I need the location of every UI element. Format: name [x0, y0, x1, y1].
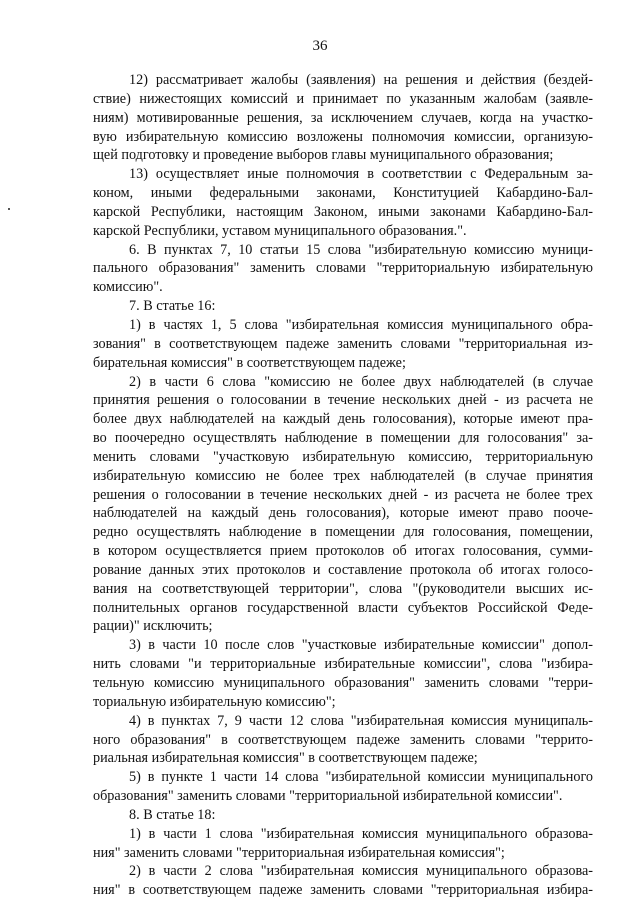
- text-line: в котором осуществляется прием протоколов об итогах голосования, сумми-: [93, 543, 593, 560]
- paragraph: [93, 862, 593, 900]
- paragraph: [93, 297, 593, 316]
- text-line: 2) в части 6 слова "комиссию не более двух наблюдателей (в случае: [129, 373, 593, 390]
- document-body: [93, 71, 593, 900]
- text-line: зования" в соответствующем падеже заменить словами "территориальная из-: [93, 335, 593, 352]
- text-line: наблюдателей на каждый день голосования), которые имеют право пооче-: [93, 505, 593, 522]
- text-line: образования" заменить словами "территориальной избирательной комиссии".: [93, 788, 563, 805]
- paragraph: [93, 165, 593, 240]
- text-line: рации)" исключить;: [93, 618, 213, 635]
- margin-mark: [8, 208, 10, 210]
- paragraph: [93, 71, 593, 165]
- text-line: ния" заменить словами "территориальная избирательная комиссия";: [93, 844, 505, 861]
- text-line: ниям) мотивированные решения, за исключением случаев, когда на участко-: [93, 109, 593, 126]
- text-line: бирательная комиссия" в соответствующем падеже;: [93, 354, 406, 371]
- text-line: более двух наблюдателей на каждый день голосования), которые имеют пра-: [93, 411, 593, 428]
- text-line: 12) рассматривает жалобы (заявления) на решения и действия (бездей-: [129, 72, 593, 88]
- text-line: тельную комиссию муниципального образования" заменить словами "терри-: [93, 675, 593, 691]
- text-line: вую избирательную комиссию возложены полномочия комиссии, организую-: [93, 128, 593, 145]
- text-line: во поочередно осуществлять наблюдение в помещении для голосования" за-: [93, 430, 593, 447]
- text-line: принятия решения о голосовании в течение нескольких дней - из расчета не: [93, 392, 593, 409]
- text-line: 6. В пунктах 7, 10 статьи 15 слова "избирательную комиссию муници-: [129, 241, 593, 258]
- text-line: 8. В статье 18:: [129, 806, 216, 823]
- text-line: решения о голосовании в течение нескольких дней - из расчета не более трех: [93, 486, 593, 503]
- text-line: редно осуществлять наблюдение в помещении для голосования, помещении,: [93, 524, 593, 541]
- text-line: карской Республики, уставом муниципального образования.".: [93, 222, 467, 239]
- text-line: нить словами "и территориальные избирательные комиссии", слова "избира-: [93, 656, 593, 673]
- text-line: ного образования" в соответствующем падеже заменить словами "террито-: [93, 731, 593, 748]
- text-line: 1) в части 1 слова "избирательная комиссия муниципального образова-: [129, 825, 593, 842]
- paragraph: [93, 241, 593, 298]
- paragraph: [93, 373, 593, 637]
- paragraph: [93, 636, 593, 711]
- text-line: 7. В статье 16:: [129, 298, 216, 315]
- text-line: 5) в пункте 1 части 14 слова "избирательной комиссии муниципального: [129, 769, 593, 786]
- text-line: 4) в пунктах 7, 9 части 12 слова "избирательная комиссия муниципаль-: [129, 712, 593, 729]
- text-line: вания на соответствующей территории", слова "(руководители высших ис-: [93, 580, 593, 597]
- paragraph: [93, 316, 593, 373]
- paragraph: [93, 768, 593, 806]
- text-line: ствие) нижестоящих комиссий и принимает по указанным жалобам (заявле-: [93, 90, 593, 107]
- text-line: комиссию".: [93, 279, 163, 296]
- text-line: щей подготовку и проведение выборов главы муниципального образования;: [93, 147, 554, 164]
- paragraph: [93, 806, 593, 825]
- text-line: пального образования" заменить словами "территориальную избирательную: [93, 260, 593, 277]
- text-line: избирательную комиссию не более трех наблюдателей (в случае принятия: [93, 467, 593, 484]
- text-line: менить словами "участковую избирательную комиссию, территориальную: [93, 448, 593, 465]
- paragraph: [93, 825, 593, 863]
- text-line: риальная избирательная комиссия" в соответствующем падеже;: [93, 750, 478, 767]
- text-line: коном, иными федеральными законами, Конституцией Кабардино-Бал-: [93, 185, 593, 202]
- text-line: ния" в соответствующем падеже заменить словами "территориальная избира-: [93, 882, 593, 899]
- text-line: ториальную избирательную комиссию";: [93, 693, 336, 710]
- text-line: карской Республики, настоящим Законом, иными законами Кабардино-Бал-: [93, 203, 593, 220]
- text-line: полнительных органов государственной власти субъектов Российской Феде-: [93, 599, 593, 616]
- text-line: 1) в частях 1, 5 слова "избирательная комиссия муниципального обра-: [129, 316, 593, 333]
- page-number: 36: [312, 38, 328, 54]
- text-line: 13) осуществляет иные полномочия в соответствии с Федеральным за-: [129, 166, 593, 183]
- text-line: 3) в части 10 после слов "участковые избирательные комиссии" допол-: [129, 637, 593, 654]
- paragraph: [93, 712, 593, 769]
- text-line: 2) в части 2 слова "избирательная комиссия муниципального образова-: [129, 863, 593, 880]
- text-line: рование данных этих протоколов и составление протокола об итогах голосо-: [93, 561, 593, 578]
